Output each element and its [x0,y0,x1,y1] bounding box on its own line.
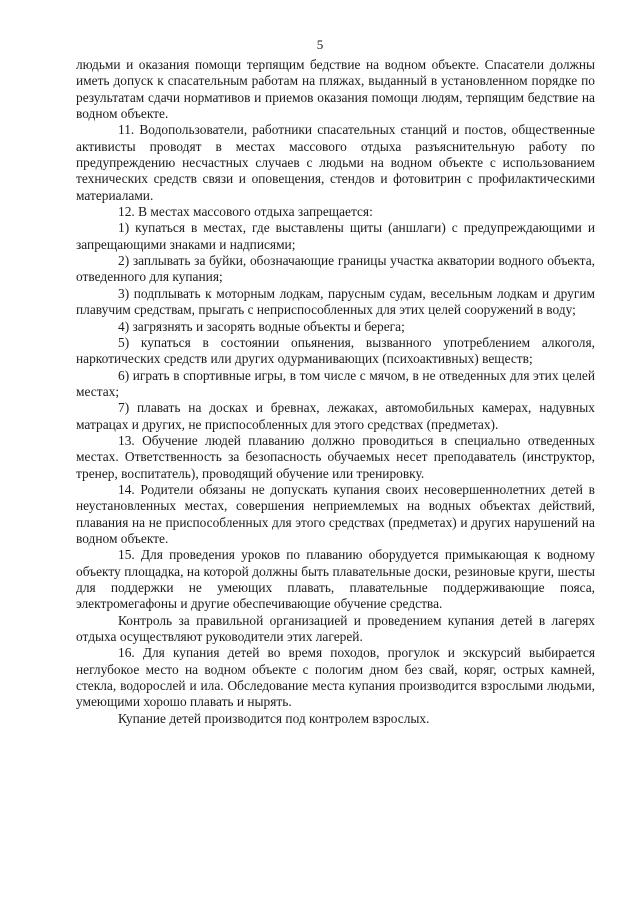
page-number: 5 [316,37,324,52]
list-item-3: 3) подплывать к моторным лодкам, парусным судам, весельным лодкам и другим плавучим средствам, прыгать с неприспособленных для этих целей сооружений в воду; [76,285,595,318]
list-item-4: 4) загрязнять и засорять водные объекты и берега; [118,318,405,334]
list-item-2: 2) заплывать за буйки, обозначающие границы участка акватории водного объекта, отведенного для купания; [76,253,595,285]
paragraph-item-12: 12. В местах массового отдыха запрещается: [118,204,373,220]
list-item-7: 7) плавать на досках и бревнах, лежаках, автомобильных камерах, надувных матрацах и других, не приспособленных для этого средствах (предметах). [76,400,595,432]
paragraph-item-13: 13. Обучение людей плаванию должно проводиться в специально отведенных местах. Ответственность за безопасность обучаемых несет преподаватель (инструктор, тренер, воспитатель), проводящий обучение или тренировку. [76,432,595,481]
paragraph-continuation: людьми и оказания помощи терпящим бедствие на водном объекте. Спасатели должны иметь допуск к спасательным работам на пляжах, выданный в установленном порядке по результатам сдачи нормативов и приемов оказания помощи людям, терпящим бедствие на водном объекте. [76,57,595,122]
paragraph-item-11: 11. Водопользователи, работники спасательных станций и постов, общественные активисты проводят в местах массового отдыха разъяснительную работу по предупреждению несчастных случаев с людьми на водном объекте с использованием технических средств связи и оповещения, стендов и фотовитрин с профилактическими материалами. [76,122,595,203]
paragraph-item-16: 16. Для купания детей во время походов, прогулок и экскурсий выбирается неглубокое место на водном объекте с пологим дном без свай, коряг, острых камней, стекла, водорослей и ила. Обследование места купания производится взрослыми людьми, умеющими хорошо плавать и нырять. [76,645,595,710]
paragraph-final: Купание детей производится под контролем взрослых. [118,710,430,726]
paragraph-item-14: 14. Родители обязаны не допускать купания своих несовершеннолетних детей в неустановленных местах, совершения неприемлемых на водных объектах действий, плавания на не приспособленных для этого средствах (предметах) и других нарушений на водном объекте. [76,481,595,546]
list-item-5: 5) купаться в состоянии опьянения, вызванного употреблением алкоголя, наркотических средств или других одурманивающих (психоактивных) веществ; [76,334,595,367]
body-text [76,57,595,727]
paragraph-control: Контроль за правильной организацией и проведением купания детей в лагерях отдыха осуществляют руководители этих лагерей. [76,612,595,645]
list-item-6: 6) играть в спортивные игры, в том числе с мячом, в не отведенных для этих целей местах; [76,367,595,399]
list-item-1: 1) купаться в местах, где выставлены щиты (аншлаги) с предупреждающими и запрещающими знаками и надписями; [76,220,595,252]
paragraph-item-15: 15. Для проведения уроков по плаванию оборудуется примыкающая к водному объекту площадка, на которой должны быть плавательные доски, резиновые круги, шесты для поддержки не умеющих плавать, плавательные поддерживающие пояса, электромегафоны и другие обеспечивающие обучение средства. [76,547,595,612]
